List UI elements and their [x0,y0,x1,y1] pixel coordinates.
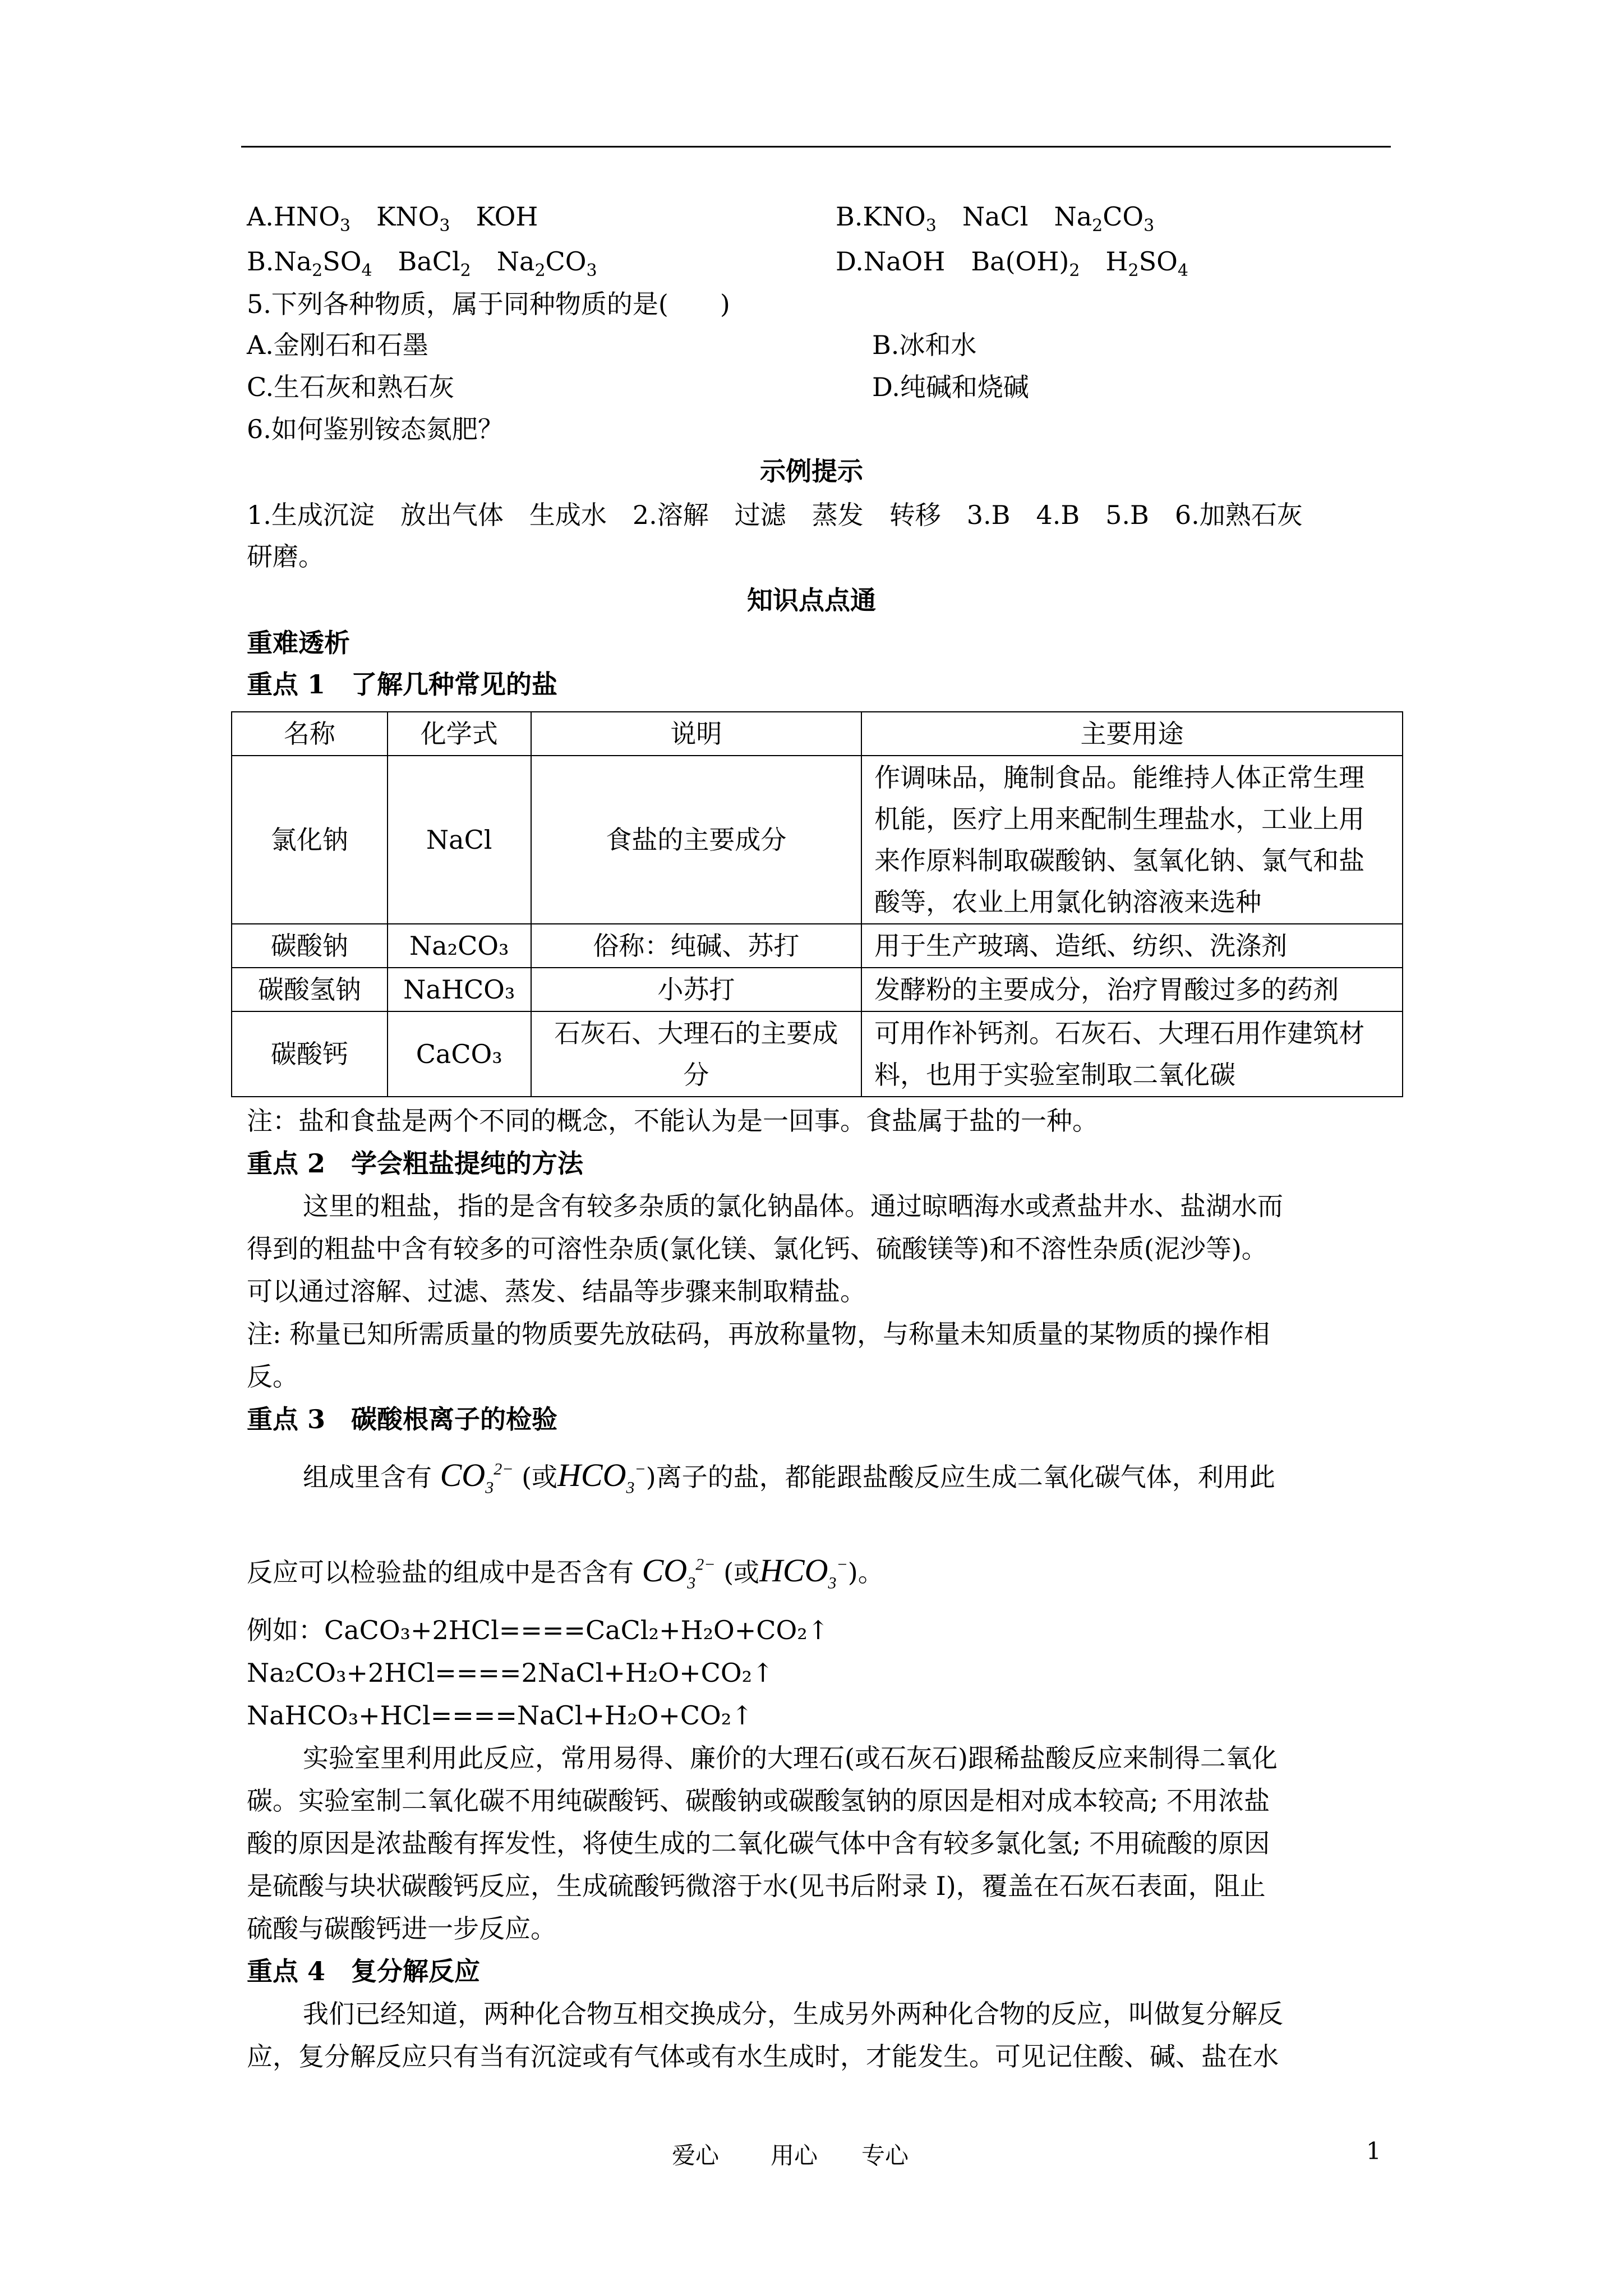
para-3b-line-4: 是硫酸与块状碳酸钙反应，生成硫酸钙微溶于水(见书后附录 I)，覆盖在石灰石表面，阻止 [247,1871,1266,1901]
cell-desc: 石灰石、大理石的主要成分 [531,1011,861,1097]
bicarbonate-ion: $HCO_3^-$ [759,1552,848,1593]
footer-word-3: 专心 [861,2142,909,2169]
cell-name: 碳酸氢钠 [232,968,388,1011]
para-3-line-1: 组成里含有 $CO_3^{2-}$ (或$HCO_3^-$)离子的盐，都能跟盐酸反应生成二氧化碳气体，利用此 [303,1457,1275,1497]
note-2-line-2: 反。 [247,1361,298,1392]
cell-usage: 可用作补钙剂。石灰石、大理石用作建筑材料，也用于实验室制取二氧化碳 [861,1011,1403,1097]
para-2-line-1: 这里的粗盐，指的是含有较多杂质的氯化钠晶体。通过晾晒海水或煮盐井水、盐湖水而 [303,1191,1283,1221]
q5-option-c: C.生石灰和熟石灰 [247,372,455,402]
table-row [232,924,1403,968]
para-3b-line-2: 碳。实验室制二氧化碳不用纯碳酸钙、碳酸钠或碳酸氢钠的原因是相对成本较高; 不用浓盐 [247,1786,1270,1816]
footer-word-1: 爱心 [672,2142,720,2169]
note-2-line-1: 注: 称量已知所需质量的物质要先放砝码，再放称量物，与称量未知质量的某物质的操作相 [247,1319,1270,1349]
cell-formula: NaCl [388,756,531,924]
equation-1: 例如：CaCO₃+2HCl====CaCl₂+H₂O+CO₂↑ [247,1615,829,1645]
salt-table [231,711,1403,1097]
cell-usage: 用于生产玻璃、造纸、纺织、洗涤剂 [861,924,1403,968]
option-row-1 [247,200,538,236]
carbonate-ion: $CO_3^{2-}$ [642,1552,716,1593]
cell-formula: NaHCO₃ [388,968,531,1011]
key-point-4: 重点 4 复分解反应 [247,1956,481,1986]
key-point-2: 重点 2 学会粗盐提纯的方法 [247,1148,584,1179]
option-d: D.NaOH $Ba(OH)_2$ $H_2SO_4$ [836,246,1188,281]
section-title: 知识点点通 [747,585,876,615]
question-6: 6.如何鉴别铵态氮肥？ [247,414,504,444]
cell-desc: 食盐的主要成分 [531,756,861,924]
para-3b-line-1: 实验室里利用此反应，常用易得、廉价的大理石(或石灰石)跟稀盐酸反应来制得二氧化 [303,1743,1278,1773]
key-point-3: 重点 3 碳酸根离子的检验 [247,1404,558,1434]
subsection-title: 重难透析 [247,628,350,658]
equation-2: Na₂CO₃+2HCl====2NaCl+H₂O+CO₂↑ [247,1658,774,1688]
para-2-line-2: 得到的粗盐中含有较多的可溶性杂质(氯化镁、氯化钙、硫酸镁等)和不溶性杂质(泥沙等)。 [247,1234,1267,1264]
cell-formula: CaCO₃ [388,1011,531,1097]
para-3-line-2: 反应可以检验盐的组成中是否含有 $CO_3^{2-}$ (或$HCO_3^-$)。 [247,1552,884,1593]
page-number: 1 [1366,2137,1381,2165]
table-header-row [232,712,1403,756]
header-formula: 化学式 [388,712,531,756]
cell-formula: Na₂CO₃ [388,924,531,968]
para-4-line-2: 应，复分解反应只有当有沉淀或有气体或有水生成时，才能发生。可见记住酸、碱、盐在水 [247,2041,1279,2072]
hint-title: 示例提示 [760,456,863,486]
hint-line-1: 1.生成沉淀 放出气体 生成水 2.溶解 过滤 蒸发 转移 3.B 4.B 5.B 6.加熟石灰 [247,500,1303,530]
hint-line-2: 研磨。 [247,541,324,572]
cell-name: 氯化钠 [232,756,388,924]
para-4-line-1: 我们已经知道，两种化合物互相交换成分，生成另外两种化合物的反应，叫做复分解反 [303,1999,1283,2029]
key-point-1: 重点 1 了解几种常见的盐 [247,669,558,700]
option-a: $A.HNO_3$ $KNO_3$ KOH [247,201,538,236]
cell-desc: 小苏打 [531,968,861,1011]
cell-name: 碳酸钠 [232,924,388,968]
cell-name: 碳酸钙 [232,1011,388,1097]
note-1: 注：盐和食盐是两个不同的概念，不能认为是一回事。食盐属于盐的一种。 [247,1106,1098,1136]
header-usage: 主要用途 [861,712,1403,756]
header-name: 名称 [232,712,388,756]
para-3b-line-3: 酸的原因是浓盐酸有挥发性，将使生成的二氧化碳气体中含有较多氯化氢; 不用硫酸的原因 [247,1828,1270,1858]
table-row [232,756,1403,924]
q5-option-a: A.金刚石和石墨 [247,330,428,360]
q5-option-d: D.纯碱和烧碱 [872,372,1029,402]
cell-usage: 发酵粉的主要成分，治疗胃酸过多的药剂 [861,968,1403,1011]
bicarbonate-ion: $HCO_3^-$ [557,1457,646,1497]
question-5: 5.下列各种物质，属于同种物质的是( ) [247,289,730,319]
carbonate-ion: $CO_3^{2-}$ [440,1457,514,1497]
header-rule [241,146,1391,148]
equation-3: NaHCO₃+HCl====NaCl+H₂O+CO₂↑ [247,1700,753,1731]
footer-word-2: 用心 [771,2142,818,2169]
para-3b-line-5: 硫酸与碳酸钙进一步反应。 [247,1913,556,1944]
cell-desc: 俗称：纯碱、苏打 [531,924,861,968]
cell-usage: 作调味品，腌制食品。能维持人体正常生理机能，医疗上用来配制生理盐水，工业上用来作原料制取碳酸钠、氢氧化钠、氯气和盐酸等，农业上用氯化钠溶液来选种 [861,756,1403,924]
header-desc: 说明 [531,712,861,756]
table-row [232,1011,1403,1097]
option-b: $B.KNO_3$ NaCl $Na_2CO_3$ [836,201,1155,236]
para-2-line-3: 可以通过溶解、过滤、蒸发、结晶等步骤来制取精盐。 [247,1276,866,1306]
table-row [232,968,1403,1011]
q5-option-b: B.冰和水 [872,330,977,360]
option-c: $B.Na_2SO_4$ BaCl$_2$ $Na_2CO_3$ [247,246,597,281]
